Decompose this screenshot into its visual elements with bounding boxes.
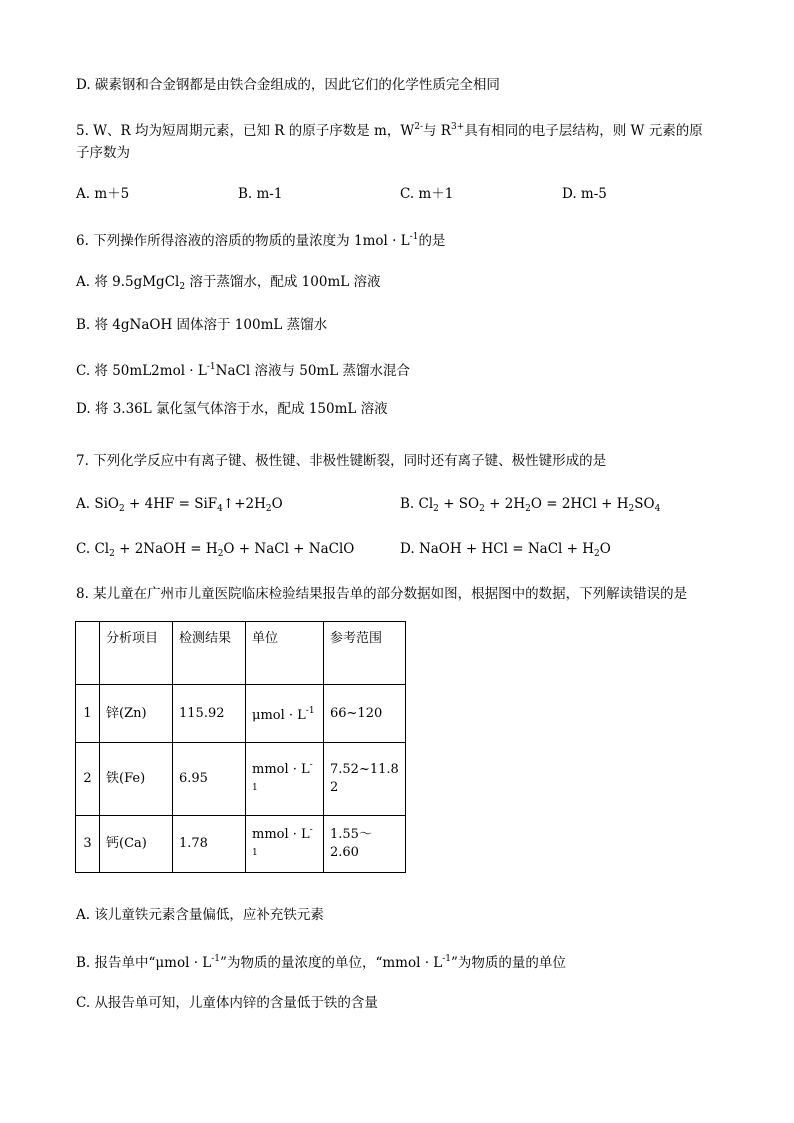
unit-exponent: -1 <box>442 954 452 964</box>
subscript: 4 <box>217 504 223 514</box>
equation-part: + SO <box>438 496 480 512</box>
q7-option-a <box>76 494 283 519</box>
option-label: C. <box>76 541 91 557</box>
q6-option-c <box>76 357 410 381</box>
unit-text: mmol · L <box>382 955 443 971</box>
header-cell: 检测结果 <box>173 622 246 685</box>
q6-option-a <box>76 272 381 297</box>
subscript: 2 <box>525 504 531 514</box>
range-line: 7.52~11.8 <box>330 762 399 777</box>
unit-text: μmol · L <box>252 708 306 723</box>
q6-stem-part: 的是 <box>418 233 446 249</box>
equation-part: Cl <box>94 541 110 557</box>
equation-part: ↑+2H <box>222 496 266 512</box>
equation-part: + 2NaOH = H <box>114 541 218 557</box>
q5-stem-part: 5. W、R 均为短周期元素，已知 R 的原子序数是 m，W <box>76 123 415 139</box>
q8-stem: 8. 某儿童在广州市儿童医院临床检验结果报告单的部分数据如图，根据图中的数据，下列解读错误的是 <box>76 586 688 602</box>
header-cell <box>76 622 100 685</box>
option-label: D. <box>400 541 415 557</box>
lab-report-table <box>75 621 406 873</box>
equation-part: Cl <box>418 496 434 512</box>
reference-range: 1.55～2.60 <box>324 816 406 873</box>
unit-cell <box>246 816 324 873</box>
q4-option-d: D. 碳素钢和合金钢都是由铁合金组成的，因此它们的化学性质完全相同 <box>76 77 500 93</box>
unit-text: mmol · L <box>252 827 310 842</box>
q8-option-c: C. 从报告单可知，儿童体内锌的含量低于铁的含量 <box>76 995 378 1011</box>
row-number: 3 <box>76 816 100 873</box>
concentration-unit: mol · L <box>159 363 207 379</box>
test-result: 115.92 <box>173 685 246 743</box>
q6-option-d: D. 将 3.36L 氯化氢气体溶于水，配成 150mL 溶液 <box>76 401 388 417</box>
row-number: 1 <box>76 685 100 743</box>
equation-part: O <box>599 541 611 557</box>
q8-option-b-part: ”为物质的量浓度的单位，“ <box>220 955 383 971</box>
w-ion-charge: 2- <box>414 122 423 132</box>
q5-stem-part: 具有相同的电子层结构，则 W 元素的原 <box>464 123 703 139</box>
equation-part: SO <box>634 496 655 512</box>
equation-part: O <box>271 496 283 512</box>
subscript: 2 <box>179 282 186 292</box>
subscript: 2 <box>265 504 272 514</box>
q5-option-d: D. m-5 <box>562 186 607 202</box>
unit-text: mmol · L <box>252 762 310 777</box>
unit-exponent: -1 <box>305 706 315 716</box>
equation-part: O = 2HCl + H <box>530 496 629 512</box>
row-number: 2 <box>76 743 100 816</box>
unit-cell <box>246 743 324 816</box>
table-row <box>76 816 406 873</box>
header-cell: 单位 <box>246 622 324 685</box>
q6-option-c-part: NaCl 溶液与 50mL 蒸馏水混合 <box>215 363 410 379</box>
table-row <box>76 743 406 816</box>
range-line: 2 <box>330 780 339 795</box>
test-result: 6.95 <box>173 743 246 816</box>
unit-text: μmol · L <box>155 955 212 971</box>
subscript: 2 <box>118 504 125 514</box>
item-name: 钙(Ca) <box>100 816 173 873</box>
q5-stem-line1 <box>76 117 703 141</box>
item-name: 锌(Zn) <box>100 685 173 743</box>
q8-option-a: A. 该儿童铁元素含量偏低，应补充铁元素 <box>76 907 324 923</box>
reference-range: 66~120 <box>324 685 406 743</box>
header-cell: 参考范围 <box>324 622 406 685</box>
table-header-row <box>76 622 406 685</box>
q7-option-b <box>400 494 660 519</box>
r-ion-charge: 3+ <box>450 122 465 132</box>
unit-exponent: -1 <box>211 954 221 964</box>
subscript: 4 <box>654 504 661 514</box>
option-label: A. <box>76 496 91 512</box>
q7-option-c <box>76 539 354 564</box>
unit-exponent: -1 <box>206 362 216 372</box>
q6-stem-part: 6. 下列操作所得溶液的溶质的物质的量浓度为 1 <box>76 233 363 249</box>
item-name: 铁(Fe) <box>100 743 173 816</box>
equation-part: SiO <box>94 496 119 512</box>
mgcl2-formula: MgCl <box>142 274 180 290</box>
option-label: B. <box>400 496 415 512</box>
q8-option-b-part: B. 报告单中“ <box>76 955 156 971</box>
table-row <box>76 685 406 743</box>
q5-stem-part: 与 R <box>423 123 451 139</box>
q6-option-c-part: C. 将 50mL2 <box>76 363 160 379</box>
equation-part: NaOH + HCl = NaCl + H <box>418 541 595 557</box>
q6-option-b: B. 将 4gNaOH 固体溶于 100mL 蒸馏水 <box>76 317 328 333</box>
q7-stem: 7. 下列化学反应中有离子键、极性键、非极性键断裂，同时还有离子键、极性键形成的是 <box>76 453 607 469</box>
reference-range <box>324 743 406 816</box>
q5-option-a: A. m＋5 <box>76 186 130 202</box>
q6-option-a-part: 溶于蒸馏水，配成 100mL 溶液 <box>185 274 381 290</box>
unit-exponent: -1 <box>252 825 313 858</box>
q5-option-b: B. m-1 <box>238 186 283 202</box>
concentration-unit: mol · L <box>362 233 410 249</box>
q8-option-b-part: ”为物质的量的单位 <box>451 955 566 971</box>
subscript: 2 <box>433 504 439 514</box>
q7-option-d <box>400 539 611 564</box>
q6-stem <box>76 227 445 251</box>
subscript: 2 <box>479 504 485 514</box>
equation-part: O + NaCl + NaClO <box>223 541 355 557</box>
subscript: 2 <box>594 549 600 559</box>
unit-exponent: -1 <box>252 760 313 793</box>
q6-option-a-part: A. 将 9.5g <box>76 274 143 290</box>
equation-part: + 4HF = SiF <box>124 496 218 512</box>
header-cell: 分析项目 <box>100 622 173 685</box>
subscript: 2 <box>628 504 635 514</box>
subscript: 2 <box>109 549 115 559</box>
subscript: 2 <box>217 549 224 559</box>
test-result: 1.78 <box>173 816 246 873</box>
unit-exponent: -1 <box>409 232 419 242</box>
q8-option-b <box>76 949 566 973</box>
q5-option-c: C. m＋1 <box>400 186 454 202</box>
q5-stem-line2: 子序数为 <box>76 145 130 161</box>
unit-cell <box>246 685 324 743</box>
equation-part: + 2H <box>484 496 526 512</box>
